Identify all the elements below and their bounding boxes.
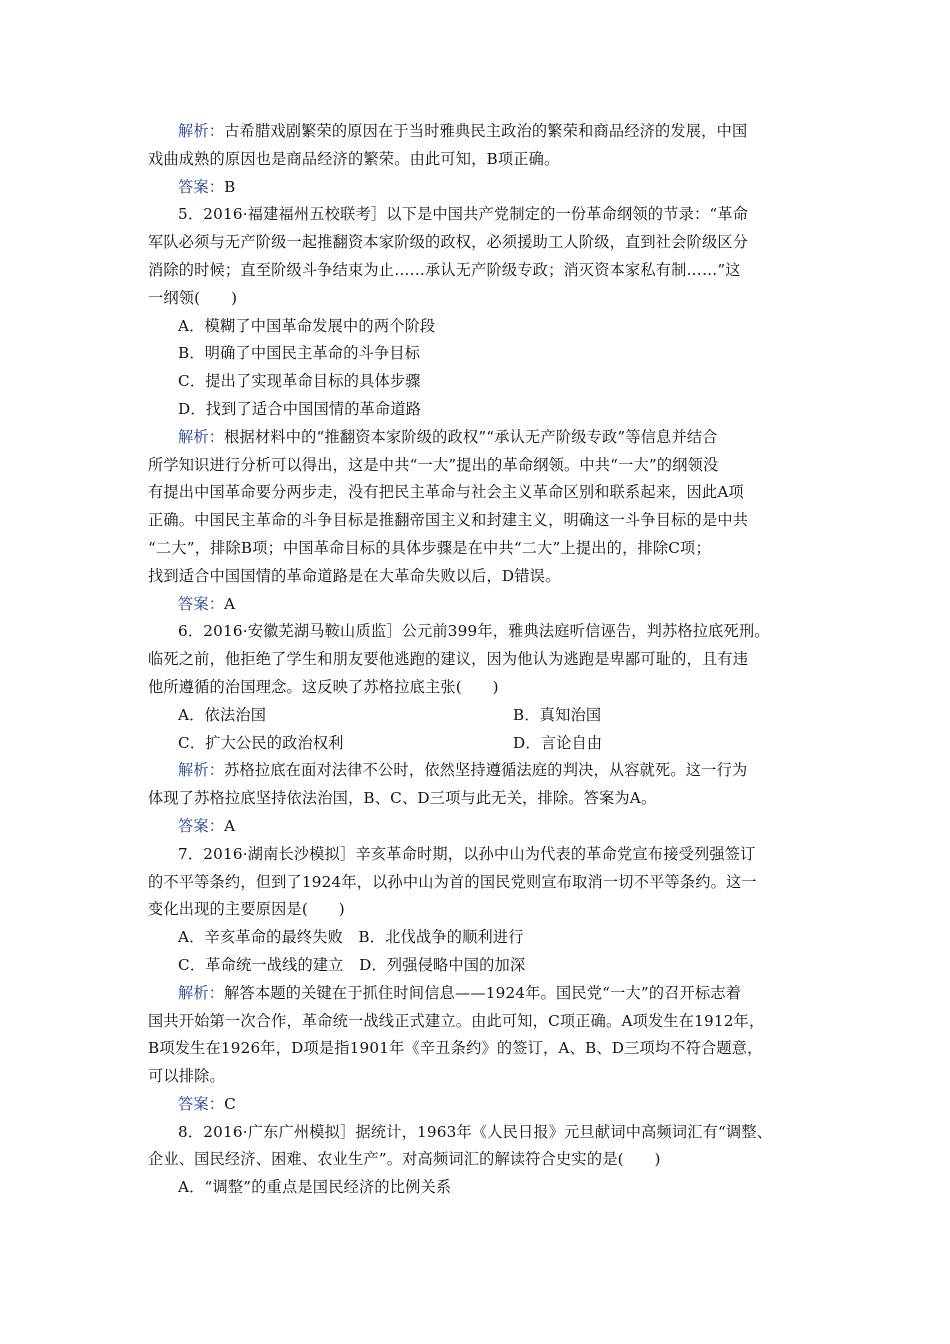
q6-option-d: D．言论自由 [513, 733, 603, 752]
q5-analysis-line: 有提出中国革命要分两步走，没有把民主革命与社会主义革命区别和联系起来，因此A项 [148, 483, 744, 502]
q5-analysis-line: 所学知识进行分析可以得出，这是中共“一大”提出的革命纲领。中共“一大”的纲领没 [148, 455, 719, 474]
q6-stem-line: 6．2016·安徽芜湖马鞍山质监］公元前399年，雅典法庭听信诬告，判苏格拉底死刑。 [178, 622, 770, 641]
answer-label: 答案： [178, 1094, 225, 1113]
analysis-label: 解析： [178, 761, 225, 780]
q6-options-row [148, 702, 810, 730]
q8-option-a: A．“调整”的重点是国民经济的比例关系 [178, 1178, 452, 1197]
q5-answer: 答案：A [178, 594, 236, 613]
q7-analysis-line: 解析：解答本题的关键在于抓住时间信息——1924年。国民党“一大”的召开标志着 [178, 983, 742, 1002]
answer-label: 答案： [178, 177, 225, 196]
q7-analysis-line: 国共开始第一次合作，革命统一战线正式建立。由此可知，C项正确。A项发生在1912年， [148, 1011, 765, 1030]
answer-label: 答案： [178, 816, 225, 835]
q7-stem-line: 的不平等条约，但到了1924年，以孙中山为首的国民党则宣布取消一切不平等条约。这一 [148, 872, 757, 891]
q4-answer: 答案：B [178, 177, 236, 196]
q6-analysis-line: 体现了苏格拉底坚持依法治国，B、C、D三项与此无关，排除。答案为A。 [148, 789, 657, 808]
q7-options-ab: A．辛亥革命的最终失败 B．北伐战争的顺利进行 [178, 928, 524, 947]
q7-analysis-line: B项发生在1926年，D项是指1901年《辛丑条约》的签订，A、B、D三项均不符合题意， [148, 1039, 763, 1058]
q5-option-a: A．模糊了中国革命发展中的两个阶段 [178, 316, 436, 335]
q5-stem-line: 军队必须与无产阶级一起推翻资本家阶级的政权，必须援助工人阶级，直到社会阶级区分 [148, 233, 749, 252]
document-page [148, 118, 810, 1202]
analysis-label: 解析： [178, 427, 225, 446]
q5-analysis-line: 解析：根据材料中的“推翻资本家阶级的政权”“承认无产阶级专政”等信息并结合 [178, 427, 718, 446]
q5-analysis-line: 正确。中国民主革命的斗争目标是推翻帝国主义和封建主义，明确这一斗争目标的是中共 [148, 511, 749, 530]
q7-options-cd: C．革命统一战线的建立 D．列强侵略中国的加深 [178, 955, 526, 974]
q6-option-c: C．扩大公民的政治权利 [178, 733, 344, 752]
q6-analysis-line: 解析：苏格拉底在面对法律不公时，依然坚持遵循法庭的判决，从容就死。这一行为 [178, 761, 748, 780]
q6-stem-line: 临死之前，他拒绝了学生和朋友要他逃跑的建议，因为他认为逃跑是卑鄙可耻的，且有违 [148, 650, 749, 669]
q5-stem-line: 5．2016·福建福州五校联考］以下是中国共产党制定的一份革命纲领的节录：“革命 [178, 205, 749, 224]
q6-stem-line: 他所遵循的治国理念。这反映了苏格拉底主张( ) [148, 677, 499, 696]
q8-stem-line: 企业、国民经济、困难、农业生产”。对高频词汇的解读符合史实的是( ) [148, 1150, 661, 1169]
q5-stem-line: 消除的时候；直至阶级斗争结束为止……承认无产阶级专政；消灭资本家私有制……”这 [148, 260, 741, 279]
q7-analysis-line: 可以排除。 [148, 1067, 225, 1086]
q4-analysis-line: 解析：古希腊戏剧繁荣的原因在于当时雅典民主政治的繁荣和商品经济的发展，中国 [178, 122, 748, 140]
q7-stem-line: 7．2016·湖南长沙模拟］辛亥革命时期，以孙中山为代表的革命党宣布接受列强签订 [178, 844, 756, 863]
q7-stem-line: 变化出现的主要原因是( ) [148, 900, 345, 919]
q5-option-b: B．明确了中国民主革命的斗争目标 [178, 344, 421, 363]
q6-option-b: B．真知治国 [513, 705, 602, 724]
q5-option-c: C．提出了实现革命目标的具体步骤 [178, 372, 421, 391]
q5-stem-line: 一纲领( ) [148, 288, 238, 307]
q6-answer: 答案：A [178, 816, 236, 835]
q4-analysis-line: 戏曲成熟的原因也是商品经济的繁荣。由此可知，B项正确。 [148, 149, 560, 168]
analysis-label: 解析： [178, 122, 225, 140]
q5-option-d: D．找到了适合中国国情的革命道路 [178, 399, 422, 418]
q6-options-row [148, 730, 810, 758]
q5-analysis-line: “二大”，排除B项；中国革命目标的具体步骤是在中共“二大”上提出的，排除C项； [148, 538, 711, 557]
analysis-label: 解析： [178, 983, 225, 1002]
q8-stem-line: 8．2016·广东广州模拟］据统计，1963年《人民日报》元旦献词中高频词汇有“调整、 [178, 1122, 773, 1141]
q6-option-a: A．依法治国 [178, 705, 267, 724]
q7-answer: 答案：C [178, 1094, 236, 1113]
answer-label: 答案： [178, 594, 225, 613]
q5-analysis-line: 找到适合中国国情的革命道路是在大革命失败以后，D错误。 [148, 566, 561, 585]
